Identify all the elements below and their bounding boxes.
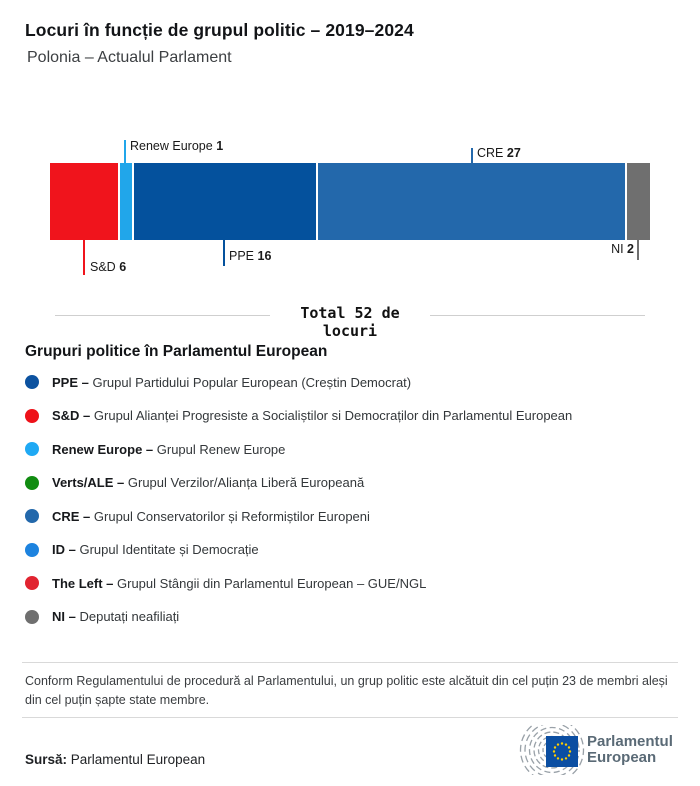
legend-item-text: PPE – Grupul Partidului Popular European (Creștin Democrat) — [52, 374, 412, 390]
legend-item-text: Renew Europe – Grupul Renew Europe — [52, 441, 286, 457]
eu-flag-icon — [546, 736, 578, 767]
footnote-divider-top — [22, 662, 678, 663]
legend-item-text: NI – Deputați neafiliați — [52, 609, 180, 624]
callout-tick-renew — [124, 140, 126, 163]
european-parliament-logo — [512, 725, 680, 775]
ppe-legend-dot-icon — [25, 375, 39, 389]
callout-tick-ni — [637, 240, 639, 260]
cre-legend-dot-icon — [25, 509, 39, 523]
bar-segment-cre — [318, 163, 625, 240]
legend-item-text: CRE – Grupul Conservatorilor și Reformiștilor Europeni — [52, 508, 370, 524]
total-divider-right — [430, 315, 645, 316]
left-legend-dot-icon — [25, 576, 39, 590]
callout-tick-sd — [83, 240, 85, 275]
bar-label-renew: Renew Europe 1 — [130, 139, 224, 153]
legend-item-verts — [25, 473, 675, 493]
page-subtitle: Polonia – Actualul Parlament — [27, 49, 232, 66]
total-divider-left — [55, 315, 270, 316]
legend-item-sd — [25, 406, 675, 426]
ni-legend-dot-icon — [25, 610, 39, 624]
source-text: Parlamentul European — [67, 752, 206, 767]
legend-item-text: S&D – Grupul Alianței Progresiste a Socialiștilor si Democraților din Parlamentul European — [52, 408, 573, 423]
legend-item-text: ID – Grupul Identitate și Democrație — [52, 542, 259, 557]
bar-label-cre: CRE 27 — [477, 146, 521, 160]
legend-item-ppe — [25, 372, 675, 392]
bar-segment-ni — [627, 163, 650, 240]
logo-wordmark — [587, 734, 673, 765]
legend-item-text: The Left – Grupul Stângii din Parlamentul European – GUE/NGL — [52, 575, 427, 591]
bar-label-ppe: PPE 16 — [229, 249, 272, 263]
legend-list — [25, 372, 675, 640]
renew-legend-dot-icon — [25, 442, 39, 456]
page-title: Locuri în funcție de grupul politic – 2019–2024 — [25, 20, 414, 40]
footnote-divider-bottom — [22, 717, 678, 718]
verts-legend-dot-icon — [25, 476, 39, 490]
footnote-text: Conform Regulamentului de procedură al Parlamentului, un grup politic este alcătuit din cel puțin 23 de membri aleși din cel puțin șapte state membre. — [25, 674, 668, 708]
stacked-bar — [50, 163, 650, 240]
legend-item-cre — [25, 506, 675, 526]
sd-legend-dot-icon — [25, 409, 39, 423]
callout-tick-cre — [471, 148, 473, 163]
total-seats — [55, 304, 645, 340]
legend-item-id — [25, 540, 675, 560]
legend-item-renew — [25, 439, 675, 459]
legend-item-ni — [25, 607, 675, 627]
logo-line2: European — [587, 748, 657, 766]
id-legend-dot-icon — [25, 543, 39, 557]
source-label: Sursă: — [25, 752, 68, 767]
bar-label-ni: NI 2 — [611, 242, 634, 256]
logo-line1: Parlamentul — [587, 733, 673, 750]
legend-item-left — [25, 573, 675, 593]
total-seats-label: Total 52 de locuri — [300, 304, 400, 340]
legend-heading: Grupuri politice în Parlamentul European — [25, 343, 328, 360]
bar-segment-ppe — [134, 163, 316, 240]
bar-label-sd: S&D 6 — [90, 260, 127, 274]
bar-segment-sd — [50, 163, 118, 240]
legend-item-text: Verts/ALE – Grupul Verzilor/Alianța Liberă Europeană — [52, 475, 365, 490]
callout-tick-ppe — [223, 240, 225, 266]
source-line — [25, 752, 205, 767]
bar-segment-renew — [120, 163, 131, 240]
